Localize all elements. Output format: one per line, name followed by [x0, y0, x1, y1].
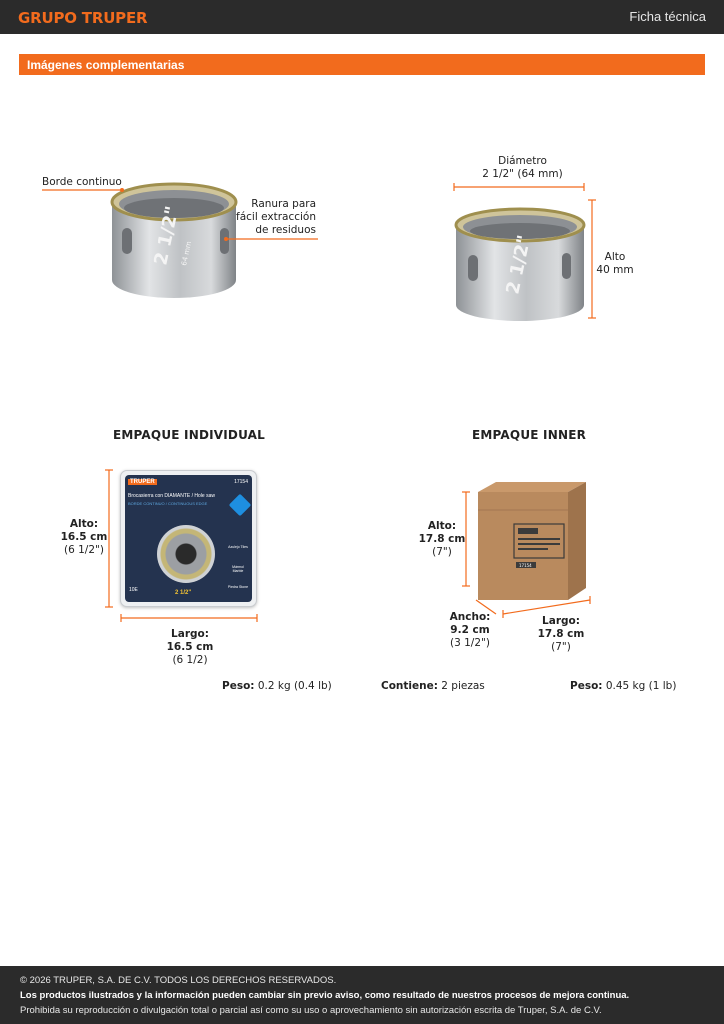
blister-subtitle: BORDE CONTINUO / CONTINUOUS EDGE [128, 501, 208, 506]
individual-height-title: Alto: [69, 518, 99, 530]
label-slot-line-1: Ranura para [251, 198, 316, 210]
individual-weight-value: 0.2 kg (0.4 lb) [257, 680, 332, 692]
blister-feature-3: Piedra Stone [227, 585, 249, 589]
box-code: 17154 [519, 563, 532, 568]
blister-feature-1: Azulejo Tiles [228, 545, 248, 549]
inner-contains-value: 2 piezas [441, 680, 485, 692]
engraving-size: 2 1/2" [150, 204, 184, 268]
inner-width-cm: 9.2 cm [450, 624, 490, 636]
footer-copyright: © 2026 TRUPER, S.A. DE C.V. TODOS LOS DERECHOS RESERVADOS. [20, 975, 337, 986]
label-inner-width [444, 611, 496, 650]
heading-inner-package: EMPAQUE INNER [472, 428, 587, 442]
blister-title: Brocasierra con DIAMANTE / Hole saw [128, 493, 215, 499]
engraving-mm: 64 mm [180, 240, 194, 267]
individual-weight-label: Peso: [222, 680, 255, 692]
section-title: Imágenes complementarias [27, 58, 185, 72]
brand-logo: GRUPO TRUPER [18, 9, 148, 27]
blister-qty: 10E [129, 587, 138, 593]
blister-code: 17154 [234, 479, 248, 485]
label-inner-height [416, 520, 468, 559]
diameter-inches: 2 1/2" [482, 168, 515, 180]
inner-height-in: (7") [432, 546, 452, 558]
blister-feature-2: Mármol Marble [232, 565, 244, 573]
label-slot-line-2: fácil extracción [236, 211, 316, 223]
document-type: Ficha técnica [629, 9, 706, 24]
individual-height-in: (6 1/2") [64, 544, 104, 556]
diameter-mm: (64 mm) [517, 168, 563, 180]
inner-height-title: Alto: [427, 520, 457, 532]
height-title: Alto [604, 251, 626, 263]
footer-bar [0, 966, 724, 1024]
inner-length-cm: 17.8 cm [537, 628, 585, 640]
inner-width-title: Ancho: [449, 611, 491, 623]
footer-notice: Los productos ilustrados y la información pueden cambiar sin previo aviso, como resultado de nuestros procesos de mejora continua. [20, 990, 630, 1001]
label-inner-length [535, 615, 587, 654]
individual-length-cm: 16.5 cm [166, 641, 214, 653]
footer-legal: Prohibida su reproducción o divulgación total o parcial así como su uso o aprovechamiento sin autorización escrita de Truper, S.A. de C.V. [20, 1005, 602, 1016]
heading-individual-package: EMPAQUE INDIVIDUAL [113, 428, 265, 442]
height-value: 40 mm [596, 264, 634, 276]
inner-height-cm: 17.8 cm [418, 533, 466, 545]
inner-weight-value: 0.45 kg (1 lb) [605, 680, 677, 692]
blister-size: 2 1/2" [175, 590, 192, 596]
inner-length-in: (7") [551, 641, 571, 653]
engraving-size-2: 2 1/2" [502, 233, 536, 297]
label-slot-line-3: de residuos [255, 224, 316, 236]
diameter-title: Diámetro [498, 155, 547, 167]
individual-height-cm: 16.5 cm [60, 531, 108, 543]
label-continuous-edge: Borde continuo [42, 176, 122, 188]
label-inner-contains [381, 680, 485, 693]
individual-length-in: (6 1/2) [172, 654, 208, 666]
inner-weight-label: Peso: [570, 680, 603, 692]
inner-width-in: (3 1/2") [450, 637, 490, 649]
blister-brand: TRUPER [130, 479, 155, 485]
individual-length-title: Largo: [171, 628, 209, 640]
label-inner-weight [570, 680, 676, 693]
inner-length-title: Largo: [542, 615, 580, 627]
inner-contains-label: Contiene: [381, 680, 438, 692]
